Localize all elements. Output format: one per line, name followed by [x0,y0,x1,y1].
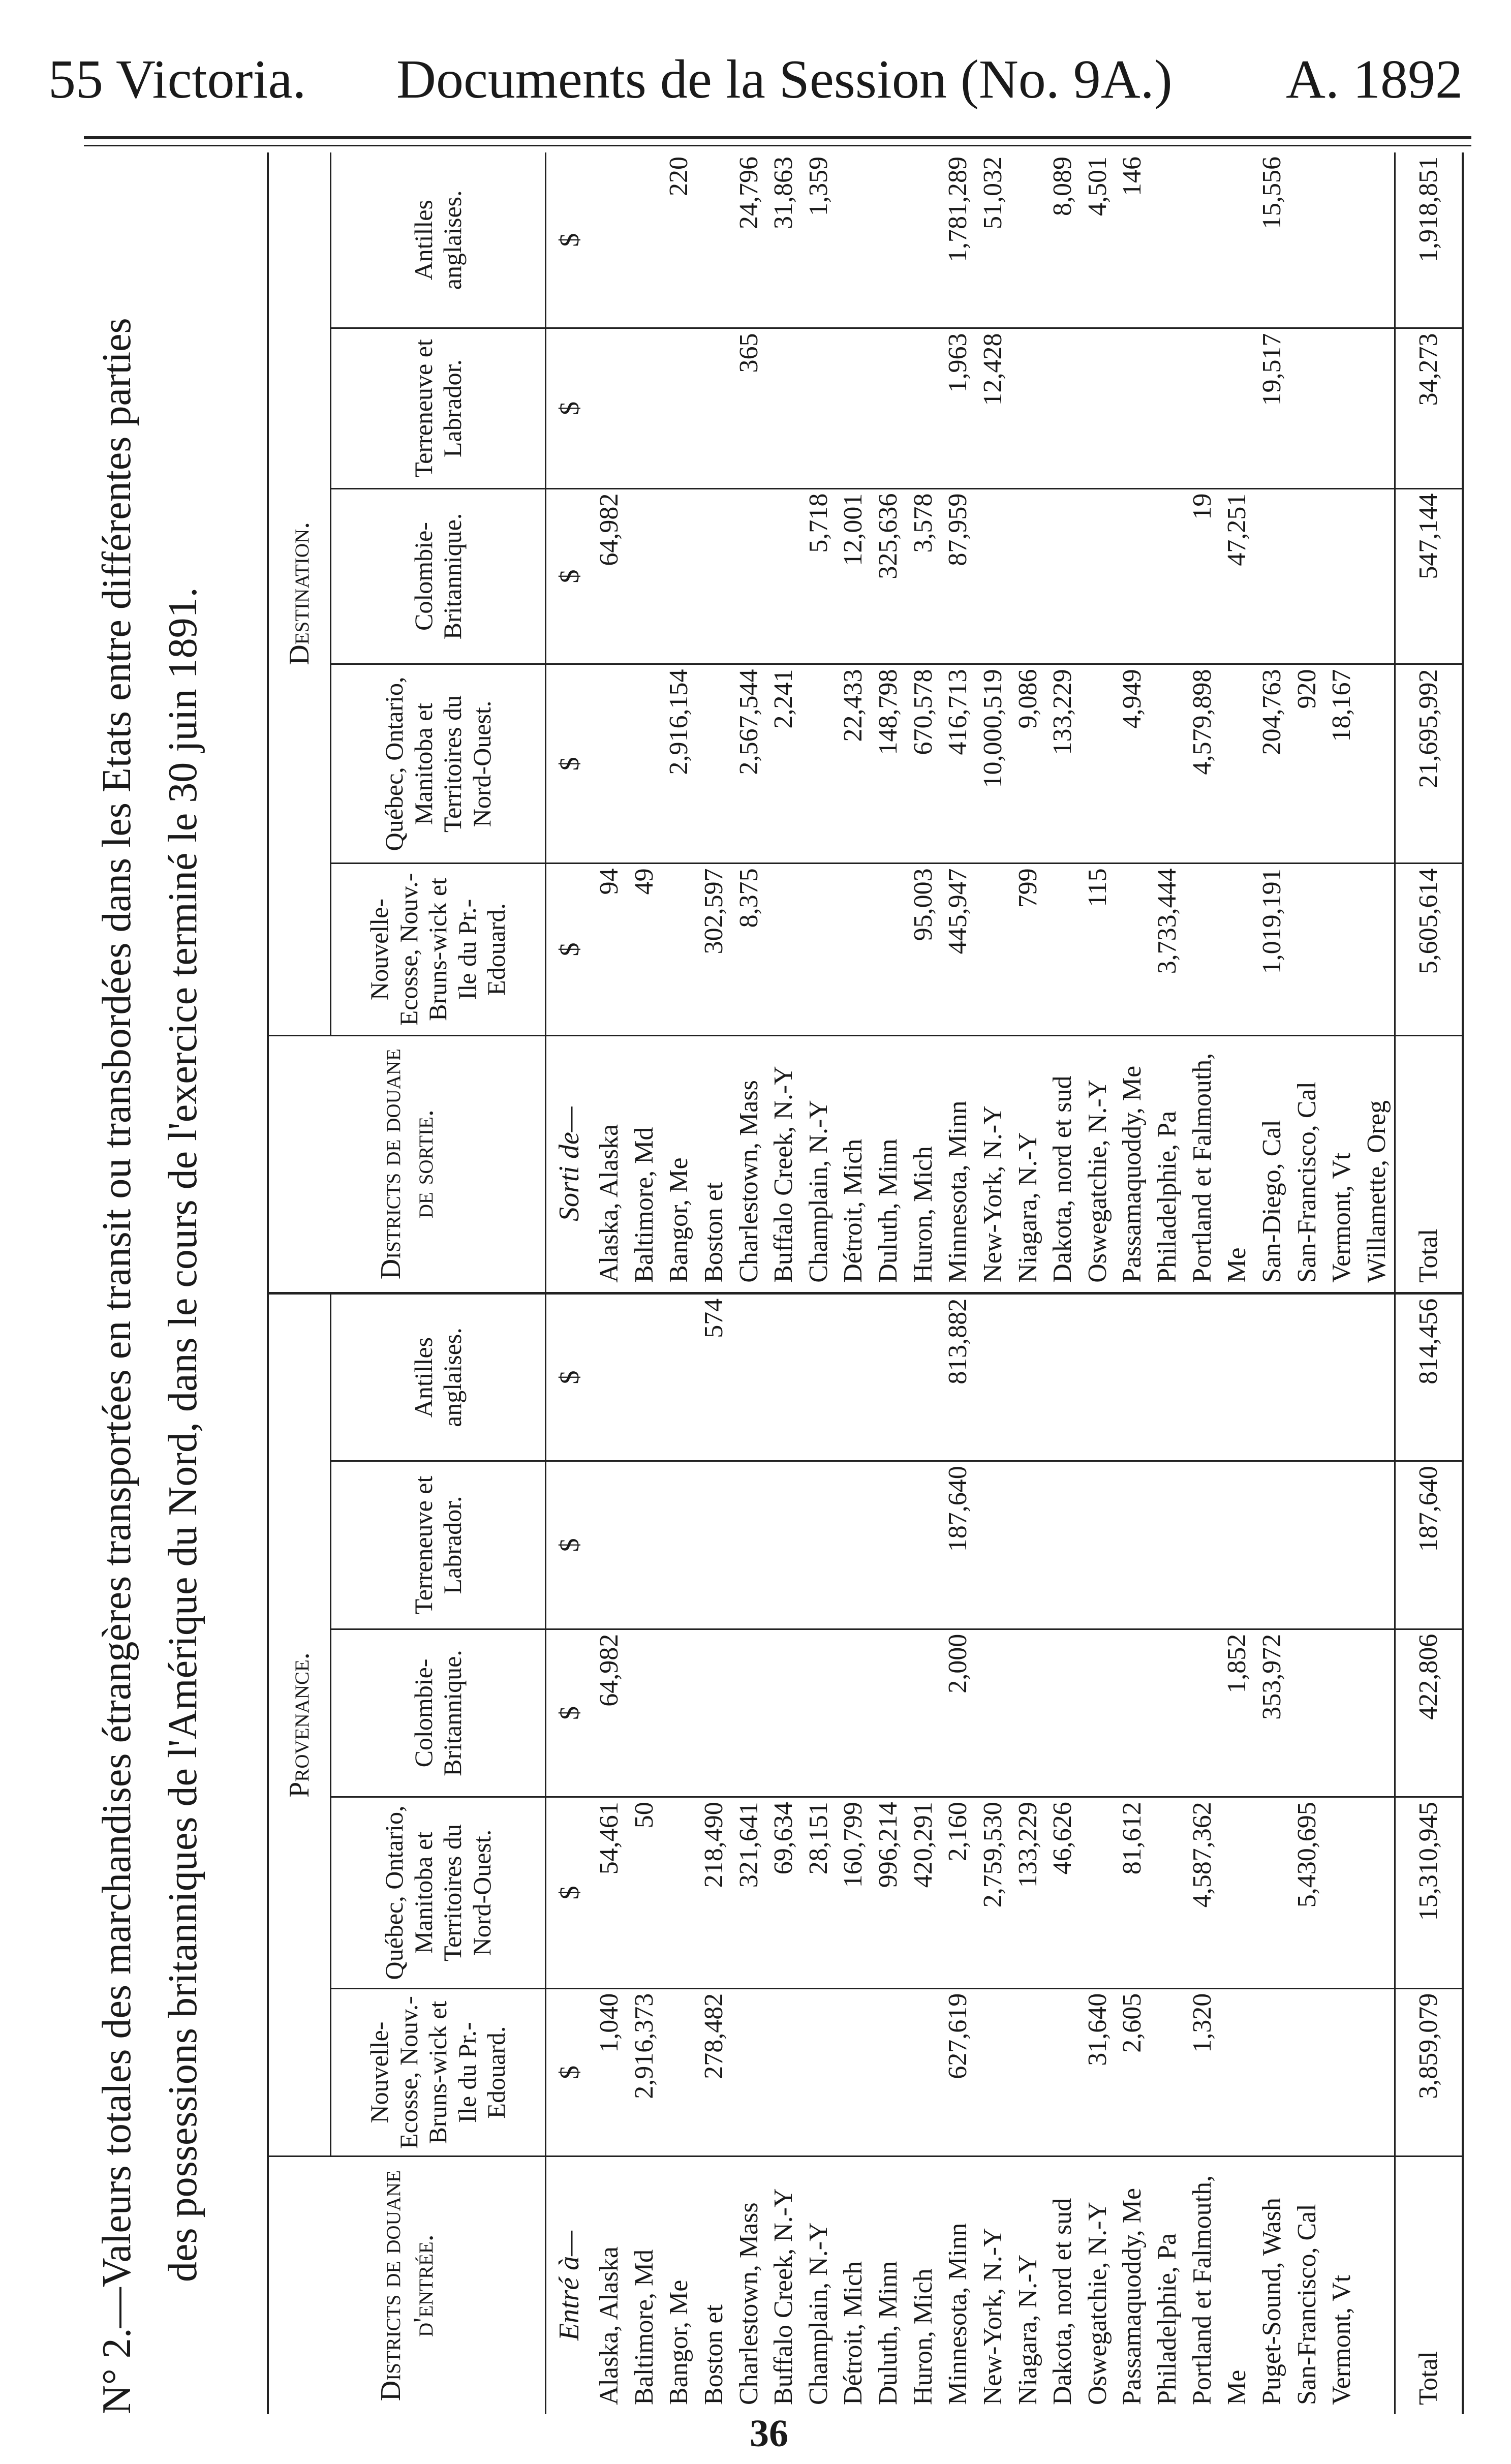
entry-values-antilles: 574 813,882 [592,1293,1395,1461]
exit-values-quebec: 2,916,154 2,567,544 2,241 22,433 148,798 670,578 416,713 10,000,519 9,086 133,229 4,949 4,579,898 204,763 920 18,167 [592,664,1395,864]
header-title: Documents de la Session (No. 9A.) [396,49,1173,110]
exit-district-header: Districts de douane de sortie. [268,1035,546,1293]
prov-col-colombie: Colombie-Britannique. [331,1629,546,1797]
unit-label: $ [546,1293,593,1461]
page-header [0,0,1511,132]
exit-total-antilles: 1,918,851 [1395,152,1463,328]
prov-col-antilles: Antilles anglaises. [331,1293,546,1461]
entry-total-label: Total [1395,2157,1463,2414]
entry-district-list: Alaska, Alaska Baltimore, Md Bangor, Me Boston et Charlestown, Mass Buffalo Creek, N.-Y Champlain, N.-Y Détroit, Mich Duluth, Minn Huron, Mich Minnesota, Minn New-York, N.-Y Niagara, N.-Y Dakota, nord et sud Oswegatchie, N.-Y Passamaquoddy, Me Philadelphie, Pa Portland et Falmouth, Me Puget-Sound, Wash San-Francisco, Cal Vermont, Vt [595,2175,1356,2405]
exit-total-quebec: 21,695,992 [1395,664,1463,864]
table-caption [84,152,252,2414]
entry-total-terreneuve: 187,640 [1395,1461,1463,1629]
exit-total-label: Total [1395,1035,1463,1293]
prov-col-terreneuve: Terreneuve et Labrador. [331,1461,546,1629]
header-rule [84,136,1471,139]
unit-label: $ [546,1988,593,2156]
exit-total-terreneuve: 34,273 [1395,328,1463,488]
exit-district-list: Alaska, Alaska Baltimore, Md Bangor, Me Boston et Charlestown, Mass Buffalo Creek, N.-Y Champlain, N.-Y Détroit, Mich Duluth, Minn Huron, Mich Minnesota, Minn New-York, N.-Y Niagara, N.-Y Dakota, nord et sud Oswegatchie, N.-Y Passamaquoddy, Me Philadelphie, Pa Portland et Falmouth, Me San-Diego, Cal San-Francisco, Cal Vermont, Vt Willamette, Oreg [592,1035,1395,1293]
caption-line-2: des possessions britanniques de l'Amérique du Nord, dans le cours de l'exercice terminé le 30 juin 1891. [161,587,205,2282]
dest-col-antilles: Antilles anglaises. [331,152,546,328]
dest-col-maritimes: Nouvelle-Ecosse, Nouv.-Bruns-wick et Ile du Pr.-Edouard. [331,864,546,1035]
dest-col-terreneuve: Terreneuve et Labrador. [331,328,546,488]
prov-col-quebec: Québec, Ontario, Manitoba et Territoires du Nord-Ouest. [331,1797,546,1989]
destination-header: Destination. [268,152,331,1035]
unit-label: $ [546,328,593,488]
unit-label: $ [546,152,593,328]
rotated-table-block [84,152,1471,2414]
entry-values-quebec: 54,461 50 218,490 321,641 69,634 28,151 160,799 996,214 420,291 2,160 2,759,530 133,229 46,626 81,612 4,587,362 5,430,695 [592,1797,1395,1989]
exit-label: Sorti de— [546,1035,593,1293]
entry-values-colombie: 64,982 2,000 1,852 353,972 [592,1629,1395,1797]
header-session: 55 Victoria. [48,49,306,110]
header-rule-thin [84,145,1471,146]
prov-col-maritimes: Nouvelle-Ecosse, Nouv.-Bruns-wick et Ile du Pr.-Edouard. [331,1988,546,2156]
unit-label: $ [546,1629,593,1797]
exit-total-colombie: 547,144 [1395,488,1463,664]
exit-values-colombie: 64,982 5,718 12,001 325,636 3,578 87,959 19 47,251 [592,488,1395,664]
caption-line-1: N° 2.—Valeurs totales des marchandises étrangères transportées en transit ou transbordées dans les Etats entre différentes parties [95,318,139,2414]
exit-values-maritimes: 94 49 302,597 8,375 95,003 445,947 799 115 3,733,444 1,019,191 [592,864,1395,1035]
entry-total-maritimes: 3,859,079 [1395,1988,1463,2156]
unit-label: $ [546,664,593,864]
unit-label: $ [546,488,593,664]
exit-values-antilles: 220 24,796 31,863 1,359 1,781,289 51,032 8,089 4,501 146 15,556 [592,152,1395,328]
transit-values-table [267,152,1464,2414]
dest-col-colombie: Colombie-Britannique. [331,488,546,664]
exit-total-maritimes: 5,605,614 [1395,864,1463,1035]
entry-values-terreneuve: 187,640 [592,1461,1395,1629]
entry-label: Entré à— [553,2231,585,2341]
entry-total-quebec: 15,310,945 [1395,1797,1463,1989]
dest-col-quebec: Québec, Ontario, Manitoba et Territoires du Nord-Ouest. [331,664,546,864]
entry-values-maritimes: 1,040 2,916,373 278,482 627,619 31,640 2,605 1,320 [592,1988,1395,2156]
unit-label: $ [546,864,593,1035]
entry-total-antilles: 814,456 [1395,1293,1463,1461]
entry-total-colombie: 422,806 [1395,1629,1463,1797]
header-year: A. 1892 [1286,49,1463,110]
exit-values-terreneuve: 365 1,963 12,428 19,517 [592,328,1395,488]
unit-label: $ [546,1797,593,1989]
unit-label: $ [546,1461,593,1629]
page-number: 36 [750,2412,788,2455]
entry-district-header: Districts de douane d'entrée. [268,2157,546,2414]
provenance-header: Provenance. [268,1293,331,2156]
